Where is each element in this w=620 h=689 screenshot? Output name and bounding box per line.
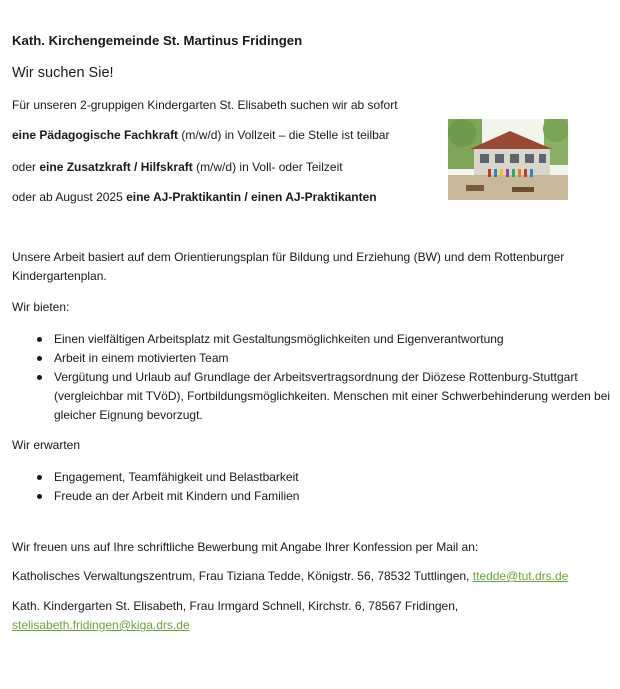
contact-1: [12, 567, 568, 586]
list-item: Arbeit in einem motivierten Team: [12, 349, 612, 368]
expectations-heading: Wir erwarten: [12, 438, 81, 452]
contact-1-email-link[interactable]: ttedde@tut.drs.de: [472, 569, 569, 583]
list-item: Engagement, Teamfähigkeit und Belastbarkeit: [12, 468, 612, 487]
position-1: [12, 126, 389, 145]
kindergarten-photo: [448, 119, 568, 200]
position-3-title: eine AJ-Praktikantin / einen AJ-Praktikanten: [126, 190, 377, 204]
contact-1-address: Katholisches Verwaltungszentrum, Frau Tiziana Tedde, Königstr. 56, 78532 Tuttlingen,: [12, 569, 473, 583]
intro-text: Für unseren 2-gruppigen Kindergarten St. Elisabeth suchen wir ab sofort: [12, 98, 398, 112]
position-1-title: eine Pädagogische Fachkraft: [12, 128, 179, 142]
offers-heading: Wir bieten:: [12, 300, 70, 314]
headline: Wir suchen Sie!: [12, 65, 114, 81]
contact-2-email-line: [12, 616, 190, 635]
closing-text: Wir freuen uns auf Ihre schriftliche Bewerbung mit Angabe Ihrer Konfession per Mail an:: [12, 540, 479, 554]
offers-list: [12, 330, 612, 425]
position-2-title: eine Zusatzkraft / Hilfskraft: [39, 160, 193, 174]
kindergarten-building-image: [448, 119, 568, 200]
expectations-list: [12, 468, 612, 506]
contact-2-address: Kath. Kindergarten St. Elisabeth, Frau Irmgard Schnell, Kirchstr. 6, 78567 Fridingen,: [12, 599, 459, 613]
list-item: Einen vielfältigen Arbeitsplatz mit Gestaltungsmöglichkeiten und Eigenverantwortung: [12, 330, 612, 349]
position-2: [12, 158, 343, 177]
position-3-prefix: oder ab August 2025: [12, 190, 127, 204]
position-2-detail: (m/w/d) in Voll- oder Teilzeit: [192, 160, 343, 174]
list-item: Freude an der Arbeit mit Kindern und Familien: [12, 487, 612, 506]
contact-2-email-link[interactable]: stelisabeth.fridingen@kiga.drs.de: [12, 618, 190, 632]
position-3: [12, 188, 377, 207]
list-item: Vergütung und Urlaub auf Grundlage der Arbeitsvertragsordnung der Diözese Rottenburg-Stuttgart (vergleichbar mit TVöD), Fortbildungsmöglichkeiten. Menschen mit einer Schwerbehinderung werden bei gleicher Eignung bevorzugt.: [12, 368, 612, 425]
position-2-prefix: oder: [12, 160, 40, 174]
work-basis-text: Unsere Arbeit basiert auf dem Orientierungsplan für Bildung und Erziehung (BW) und dem Rottenburger Kindergartenplan.: [12, 250, 565, 283]
contact-2: [12, 597, 458, 616]
position-1-detail: (m/w/d) in Vollzeit – die Stelle ist teilbar: [178, 128, 390, 142]
organization-name: Kath. Kirchengemeinde St. Martinus Fridingen: [12, 33, 303, 48]
